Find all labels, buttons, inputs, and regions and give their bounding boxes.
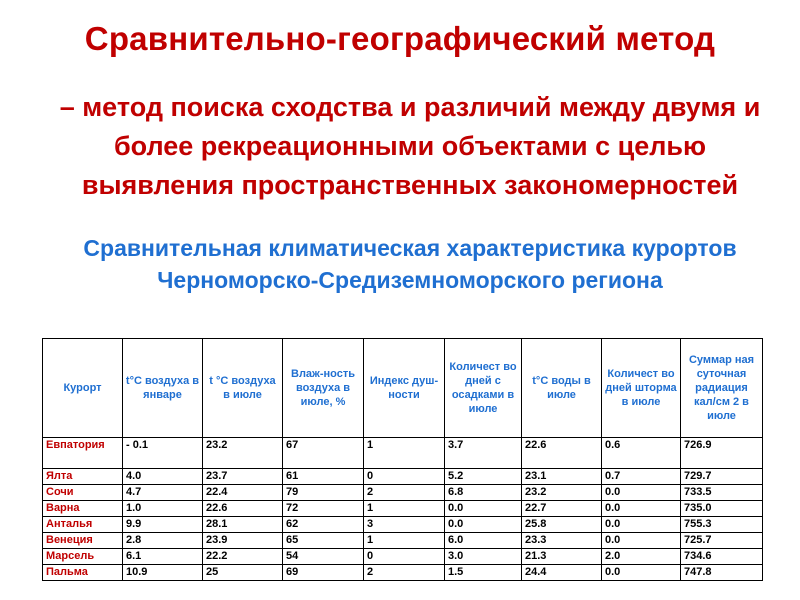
cell-stuffiness-index: 1: [364, 533, 445, 549]
cell-stuffiness-index: 2: [364, 485, 445, 501]
cell-resort-name: Пальма: [43, 565, 123, 581]
cell-solar-radiation: 725.7: [681, 533, 763, 549]
cell-resort-name: Ялта: [43, 469, 123, 485]
cell-humidity-july: 61: [283, 469, 364, 485]
header-resort: Курорт: [43, 339, 123, 438]
cell-solar-radiation: 755.3: [681, 517, 763, 533]
cell-stuffiness-index: 1: [364, 501, 445, 517]
cell-humidity-july: 65: [283, 533, 364, 549]
cell-solar-radiation: 733.5: [681, 485, 763, 501]
cell-humidity-july: 54: [283, 549, 364, 565]
cell-humidity-july: 79: [283, 485, 364, 501]
cell-air-temp-january: 6.1: [123, 549, 203, 565]
table-row: [43, 485, 763, 501]
table-header-row: [43, 339, 763, 438]
cell-precipitation-days: 6.8: [445, 485, 522, 501]
header-precipitation-days: Количест во дней с осадками в июле: [445, 339, 522, 438]
header-solar-radiation: Суммар ная суточная радиация кал/см 2 в июле: [681, 339, 763, 438]
cell-air-temp-july: 22.4: [203, 485, 283, 501]
cell-stuffiness-index: 0: [364, 469, 445, 485]
cell-precipitation-days: 3.7: [445, 438, 522, 469]
cell-storm-days: 0.6: [602, 438, 681, 469]
cell-water-temp-july: 24.4: [522, 565, 602, 581]
table-row: [43, 533, 763, 549]
cell-stuffiness-index: 3: [364, 517, 445, 533]
cell-resort-name: Евпатория: [43, 438, 123, 469]
cell-air-temp-january: 2.8: [123, 533, 203, 549]
table-row: [43, 549, 763, 565]
cell-precipitation-days: 5.2: [445, 469, 522, 485]
table-row: [43, 501, 763, 517]
cell-solar-radiation: 747.8: [681, 565, 763, 581]
cell-water-temp-july: 22.6: [522, 438, 602, 469]
cell-solar-radiation: 735.0: [681, 501, 763, 517]
cell-resort-name: Варна: [43, 501, 123, 517]
cell-air-temp-january: - 0.1: [123, 438, 203, 469]
header-stuffiness-index: Индекс душ-ности: [364, 339, 445, 438]
cell-precipitation-days: 0.0: [445, 501, 522, 517]
cell-storm-days: 0.7: [602, 469, 681, 485]
cell-precipitation-days: 3.0: [445, 549, 522, 565]
cell-water-temp-july: 21.3: [522, 549, 602, 565]
cell-storm-days: 0.0: [602, 501, 681, 517]
cell-storm-days: 0.0: [602, 517, 681, 533]
cell-solar-radiation: 726.9: [681, 438, 763, 469]
cell-humidity-july: 72: [283, 501, 364, 517]
cell-humidity-july: 69: [283, 565, 364, 581]
cell-air-temp-july: 23.2: [203, 438, 283, 469]
cell-stuffiness-index: 1: [364, 438, 445, 469]
cell-resort-name: Сочи: [43, 485, 123, 501]
method-definition: – метод поиска сходства и различий между двумя и более рекреационными объектами с целью выявления пространственных закономерностей: [59, 92, 761, 200]
cell-precipitation-days: 0.0: [445, 517, 522, 533]
table-row: [43, 565, 763, 581]
cell-water-temp-july: 23.2: [522, 485, 602, 501]
cell-precipitation-days: 1.5: [445, 565, 522, 581]
cell-water-temp-july: 23.3: [522, 533, 602, 549]
table-row: [43, 469, 763, 485]
cell-stuffiness-index: 2: [364, 565, 445, 581]
slide-title: Сравнительно-географический метод: [84, 20, 716, 57]
header-water-temp-july: t°С воды в июле: [522, 339, 602, 438]
cell-air-temp-july: 22.2: [203, 549, 283, 565]
cell-air-temp-january: 1.0: [123, 501, 203, 517]
cell-storm-days: 0.0: [602, 565, 681, 581]
cell-storm-days: 0.0: [602, 485, 681, 501]
cell-humidity-july: 67: [283, 438, 364, 469]
header-humidity-july: Влаж-ность воздуха в июле, %: [283, 339, 364, 438]
header-storm-days: Количест во дней шторма в июле: [602, 339, 681, 438]
cell-resort-name: Марсель: [43, 549, 123, 565]
cell-water-temp-july: 22.7: [522, 501, 602, 517]
cell-air-temp-july: 23.7: [203, 469, 283, 485]
table-row: [43, 517, 763, 533]
header-air-temp-july: t °С воздуха в июле: [203, 339, 283, 438]
cell-air-temp-january: 4.7: [123, 485, 203, 501]
cell-air-temp-january: 10.9: [123, 565, 203, 581]
table-caption: Сравнительная климатическая характеристика курортов Черноморско-Средиземноморского региона: [83, 235, 737, 293]
cell-air-temp-july: 23.9: [203, 533, 283, 549]
cell-humidity-july: 62: [283, 517, 364, 533]
cell-water-temp-july: 25.8: [522, 517, 602, 533]
climate-table: [42, 338, 763, 581]
header-air-temp-january: t°С воздуха в январе: [123, 339, 203, 438]
cell-storm-days: 2.0: [602, 549, 681, 565]
cell-stuffiness-index: 0: [364, 549, 445, 565]
cell-resort-name: Венеция: [43, 533, 123, 549]
cell-storm-days: 0.0: [602, 533, 681, 549]
table-row: [43, 438, 763, 469]
cell-air-temp-january: 9.9: [123, 517, 203, 533]
cell-water-temp-july: 23.1: [522, 469, 602, 485]
cell-air-temp-january: 4.0: [123, 469, 203, 485]
cell-resort-name: Анталья: [43, 517, 123, 533]
cell-solar-radiation: 729.7: [681, 469, 763, 485]
cell-solar-radiation: 734.6: [681, 549, 763, 565]
cell-air-temp-july: 25: [203, 565, 283, 581]
cell-air-temp-july: 22.6: [203, 501, 283, 517]
cell-precipitation-days: 6.0: [445, 533, 522, 549]
cell-air-temp-july: 28.1: [203, 517, 283, 533]
